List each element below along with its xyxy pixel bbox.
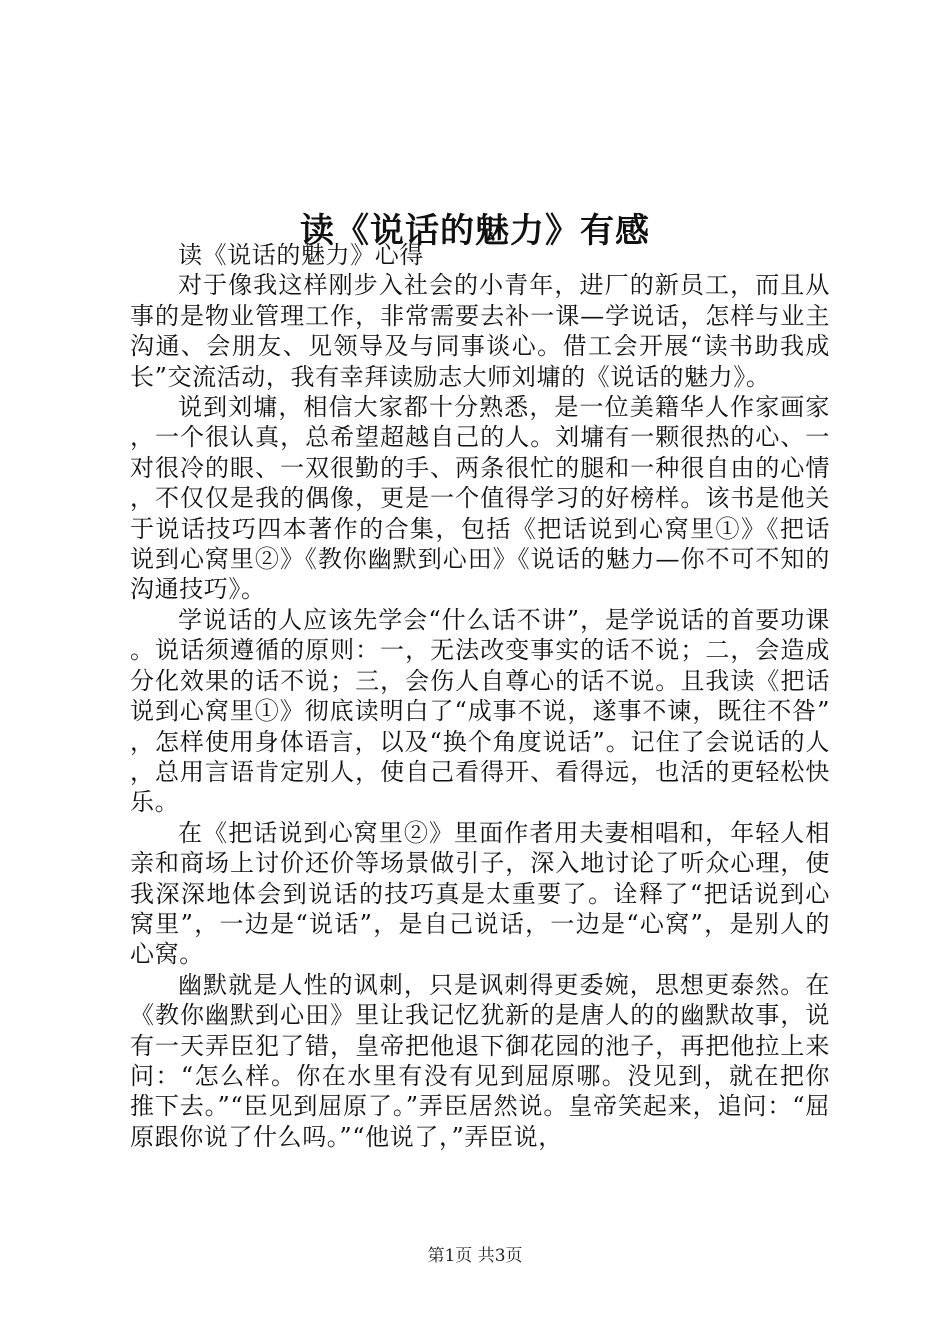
subtitle-paragraph: 读《说话的魅力》心得 bbox=[178, 241, 424, 269]
document-title: 读《说话的魅力》有感 bbox=[300, 210, 650, 251]
body-paragraph: 说到刘墉，相信大家都十分熟悉，是一位美籍华人作家画家，一个很认真，总希望超越自己的人。刘墉有一颗很热的心、一对很冷的眼、一双很勤的手、两条很忙的腿和一种很自由的心情，不仅仅是我的偶像，更是一个值得学习的好榜样。该书是他关于说话技巧四本著作的合集，包括《把话说到心窝里①》《把话说到心窝里②》《教你幽默到心田》《说话的魅力—你不可不知的沟通技巧》。 bbox=[130, 393, 830, 604]
body-paragraph: 幽默就是人性的讽刺，只是讽刺得更委婉，思想更泰然。在《教你幽默到心田》里让我记忆犹新的是唐人的的幽默故事，说有一天弄臣犯了错，皇帝把他退下御花园的池子，再把他拉上来问：“怎么样。你在水里有没有见到屈原哪。没见到，就在把你推下去。”“臣见到屈原了。”弄臣居然说。皇帝笑起来，追问：“屈原跟你说了什么吗。”“他说了，”弄臣说， bbox=[130, 970, 830, 1151]
body-paragraph: 在《把话说到心窝里②》里面作者用夫妻相唱和，年轻人相亲和商场上讨价还价等场景做引子，深入地讨论了听众心理，使我深深地体会到说话的技巧真是太重要了。诠释了“把话说到心窝里”，一边是“说话”，是自己说话，一边是“心窝”，是别人的心窝。 bbox=[130, 818, 830, 969]
page-footer: 第1页 共3页 bbox=[427, 1246, 523, 1266]
document-body bbox=[130, 240, 830, 1152]
body-paragraph: 学说话的人应该先学会“什么话不讲”，是学说话的首要功课。说话须遵循的原则：一，无法改变事实的话不说；二，会造成分化效果的话不说；三，会伤人自尊心的话不说。且我读《把话说到心窝里①》彻底读明白了“成事不说，遂事不谏，既往不咎”，怎样使用身体语言，以及“换个角度说话”。记住了会说话的人，总用言语肯定别人，使自己看得开、看得远，也活的更轻松快乐。 bbox=[130, 605, 830, 817]
body-paragraph: 对于像我这样刚步入社会的小青年，进厂的新员工，而且从事的是物业管理工作，非常需要去补一课—学说话，怎样与业主沟通、会朋友、见领导及与同事谈心。借工会开展“读书助我成长”交流活动，我有幸拜读励志大师刘墉的《说话的魅力》。 bbox=[130, 271, 830, 391]
